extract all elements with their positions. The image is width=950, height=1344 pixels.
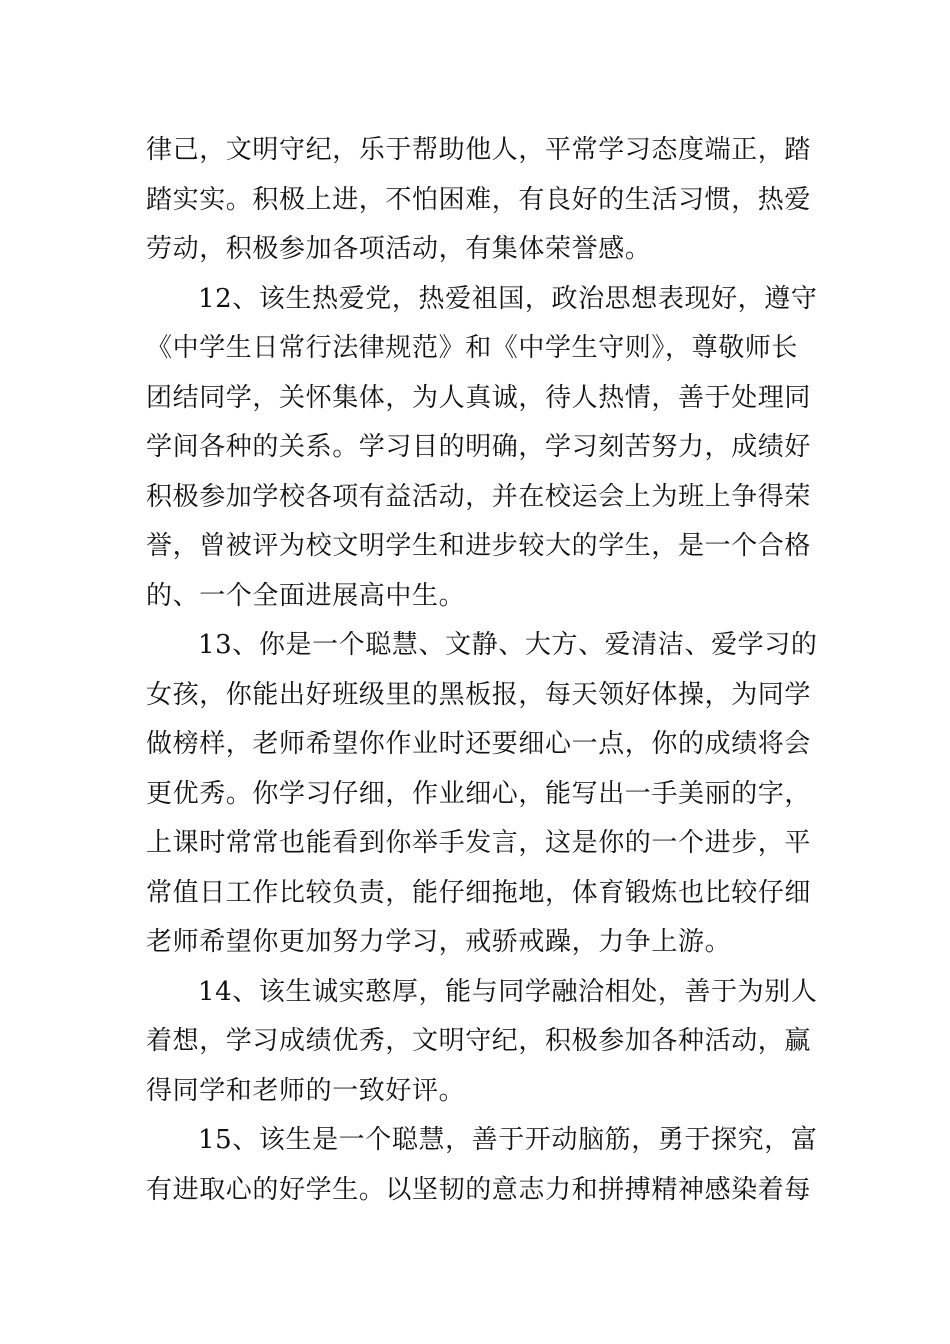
paragraph-13-first-line: 13、你是一个聪慧、文静、大方、爱清洁、爱学习的 xyxy=(198,630,818,660)
paragraph-12-first-line: 12、该生热爱党，热爱祖国，政治思想表现好，遵守 xyxy=(198,284,818,314)
text-line: 律己，文明守纪，乐于帮助他人，平常学习态度端正，踏 xyxy=(146,135,812,165)
text-line: 做榜样，老师希望你作业时还要细心一点，你的成绩将会 xyxy=(146,729,812,759)
text-line: 的、一个全面进展高中生。 xyxy=(146,581,466,611)
text-line: 女孩，你能出好班级里的黑板报，每天领好体操，为同学 xyxy=(146,680,812,710)
text-line: 更优秀。你学习仔细，作业细心，能写出一手美丽的字， xyxy=(146,779,812,809)
text-line: 上课时常常也能看到你举手发言，这是你的一个进步，平 xyxy=(146,828,812,858)
text-line: 得同学和老师的一致好评。 xyxy=(146,1076,466,1106)
text-line: 积极参加学校各项有益活动，并在校运会上为班上争得荣 xyxy=(146,482,812,512)
text-line: 有进取心的好学生。以坚韧的意志力和拼搏精神感染着每 xyxy=(146,1175,812,1205)
text-line: 学间各种的关系。学习目的明确，学习刻苦努力，成绩好 xyxy=(146,432,812,462)
paragraph-15-first-line: 15、该生是一个聪慧，善于开动脑筋，勇于探究，富 xyxy=(198,1125,818,1155)
text-line: 劳动，积极参加各项活动，有集体荣誉感。 xyxy=(146,234,652,264)
text-line: 踏实实。积极上进，不怕困难，有良好的生活习惯，热爱 xyxy=(146,185,812,215)
text-line: 着想，学习成绩优秀，文明守纪，积极参加各种活动，赢 xyxy=(146,1026,812,1056)
text-line: 誉，曾被评为校文明学生和进步较大的学生，是一个合格 xyxy=(146,531,812,561)
text-line: 《中学生日常行法律规范》和《中学生守则》，尊敬师长 xyxy=(146,333,799,363)
text-line: 常值日工作比较负责，能仔细拖地，体育锻炼也比较仔细 xyxy=(146,878,812,908)
text-line: 团结同学，关怀集体，为人真诚，待人热情，善于处理同 xyxy=(146,383,812,413)
text-line: 老师希望你更加努力学习，戒骄戒躁，力争上游。 xyxy=(146,927,732,957)
paragraph-14-first-line: 14、该生诚实憨厚，能与同学融洽相处，善于为别人 xyxy=(198,977,818,1007)
